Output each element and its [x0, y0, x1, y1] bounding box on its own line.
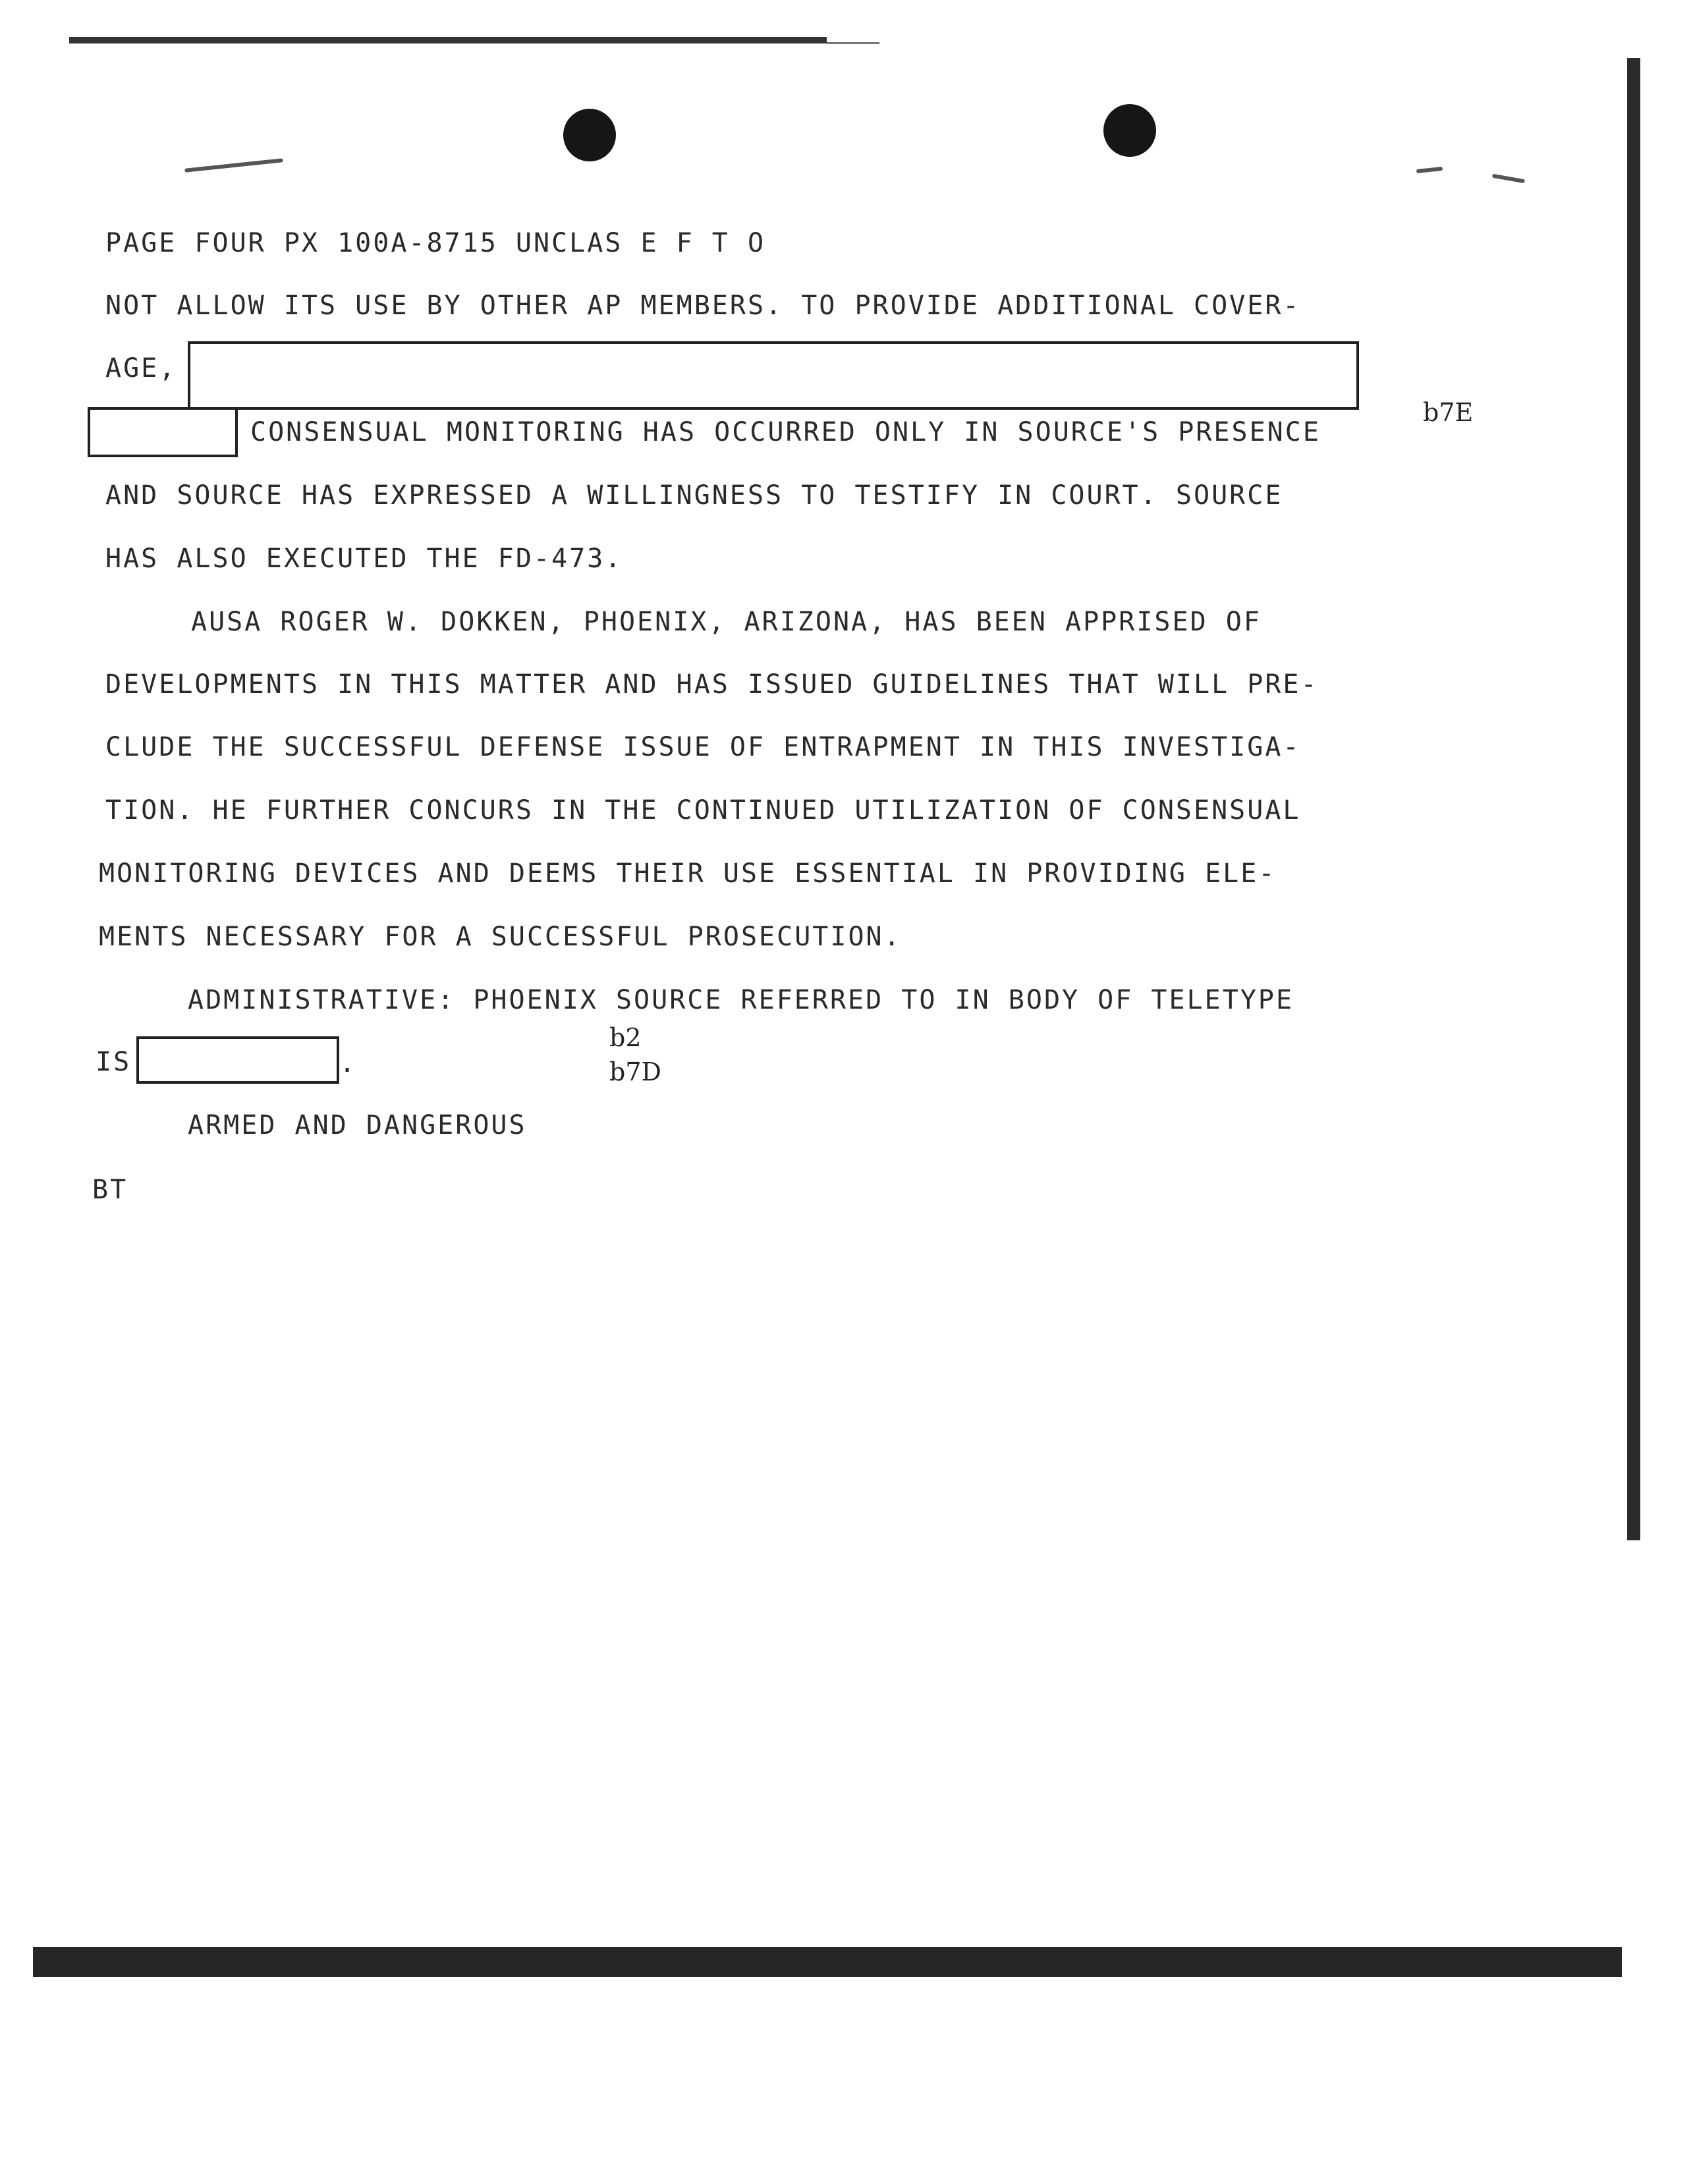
- scan-edge-top-tail: [827, 42, 879, 44]
- scan-smudge: [184, 158, 283, 173]
- text-line: BT: [92, 1175, 128, 1205]
- text-line: AND SOURCE HAS EXPRESSED A WILLINGNESS TO TESTIFY IN COURT. SOURCE: [105, 480, 1283, 511]
- text-line: AGE,: [105, 353, 177, 383]
- text-line: ADMINISTRATIVE: PHOENIX SOURCE REFERRED TO IN BODY OF TELETYPE: [188, 985, 1294, 1015]
- text-line: CONSENSUAL MONITORING HAS OCCURRED ONLY IN SOURCE'S PRESENCE: [250, 417, 1321, 447]
- punch-hole-right: [1103, 104, 1156, 157]
- page-header: PAGE FOUR PX 100A-8715 UNCLAS E F T O: [105, 228, 766, 258]
- scan-edge-top: [69, 37, 827, 43]
- redaction-box: [188, 341, 1359, 410]
- text-line: DEVELOPMENTS IN THIS MATTER AND HAS ISSUED GUIDELINES THAT WILL PRE-: [105, 669, 1319, 700]
- text-line: AUSA ROGER W. DOKKEN, PHOENIX, ARIZONA, HAS BEEN APPRISED OF: [191, 607, 1262, 637]
- scan-edge-right: [1627, 58, 1640, 1540]
- exemption-code-b7e: b7E: [1423, 398, 1474, 427]
- text-line: ARMED AND DANGEROUS: [188, 1110, 527, 1140]
- text-line: CLUDE THE SUCCESSFUL DEFENSE ISSUE OF ENTRAPMENT IN THIS INVESTIGA-: [105, 732, 1301, 762]
- redaction-box: [136, 1036, 339, 1084]
- punch-hole-left: [563, 109, 616, 161]
- exemption-code-b2: b2: [609, 1023, 642, 1052]
- text-line: .: [339, 1048, 358, 1078]
- scan-smudge: [1416, 167, 1443, 173]
- scan-smudge: [1492, 174, 1525, 184]
- text-line: HAS ALSO EXECUTED THE FD-473.: [105, 544, 623, 574]
- text-line: TION. HE FURTHER CONCURS IN THE CONTINUED UTILIZATION OF CONSENSUAL: [105, 795, 1301, 826]
- text-line: MONITORING DEVICES AND DEEMS THEIR USE ESSENTIAL IN PROVIDING ELE-: [99, 858, 1277, 889]
- scan-edge-bottom: [33, 1947, 1622, 1977]
- text-line: MENTS NECESSARY FOR A SUCCESSFUL PROSECUTION.: [99, 922, 902, 952]
- text-line: IS: [96, 1047, 132, 1077]
- exemption-code-b7d: b7D: [609, 1057, 661, 1086]
- redaction-box: [88, 407, 238, 457]
- text-line: NOT ALLOW ITS USE BY OTHER AP MEMBERS. TO PROVIDE ADDITIONAL COVER-: [105, 291, 1301, 321]
